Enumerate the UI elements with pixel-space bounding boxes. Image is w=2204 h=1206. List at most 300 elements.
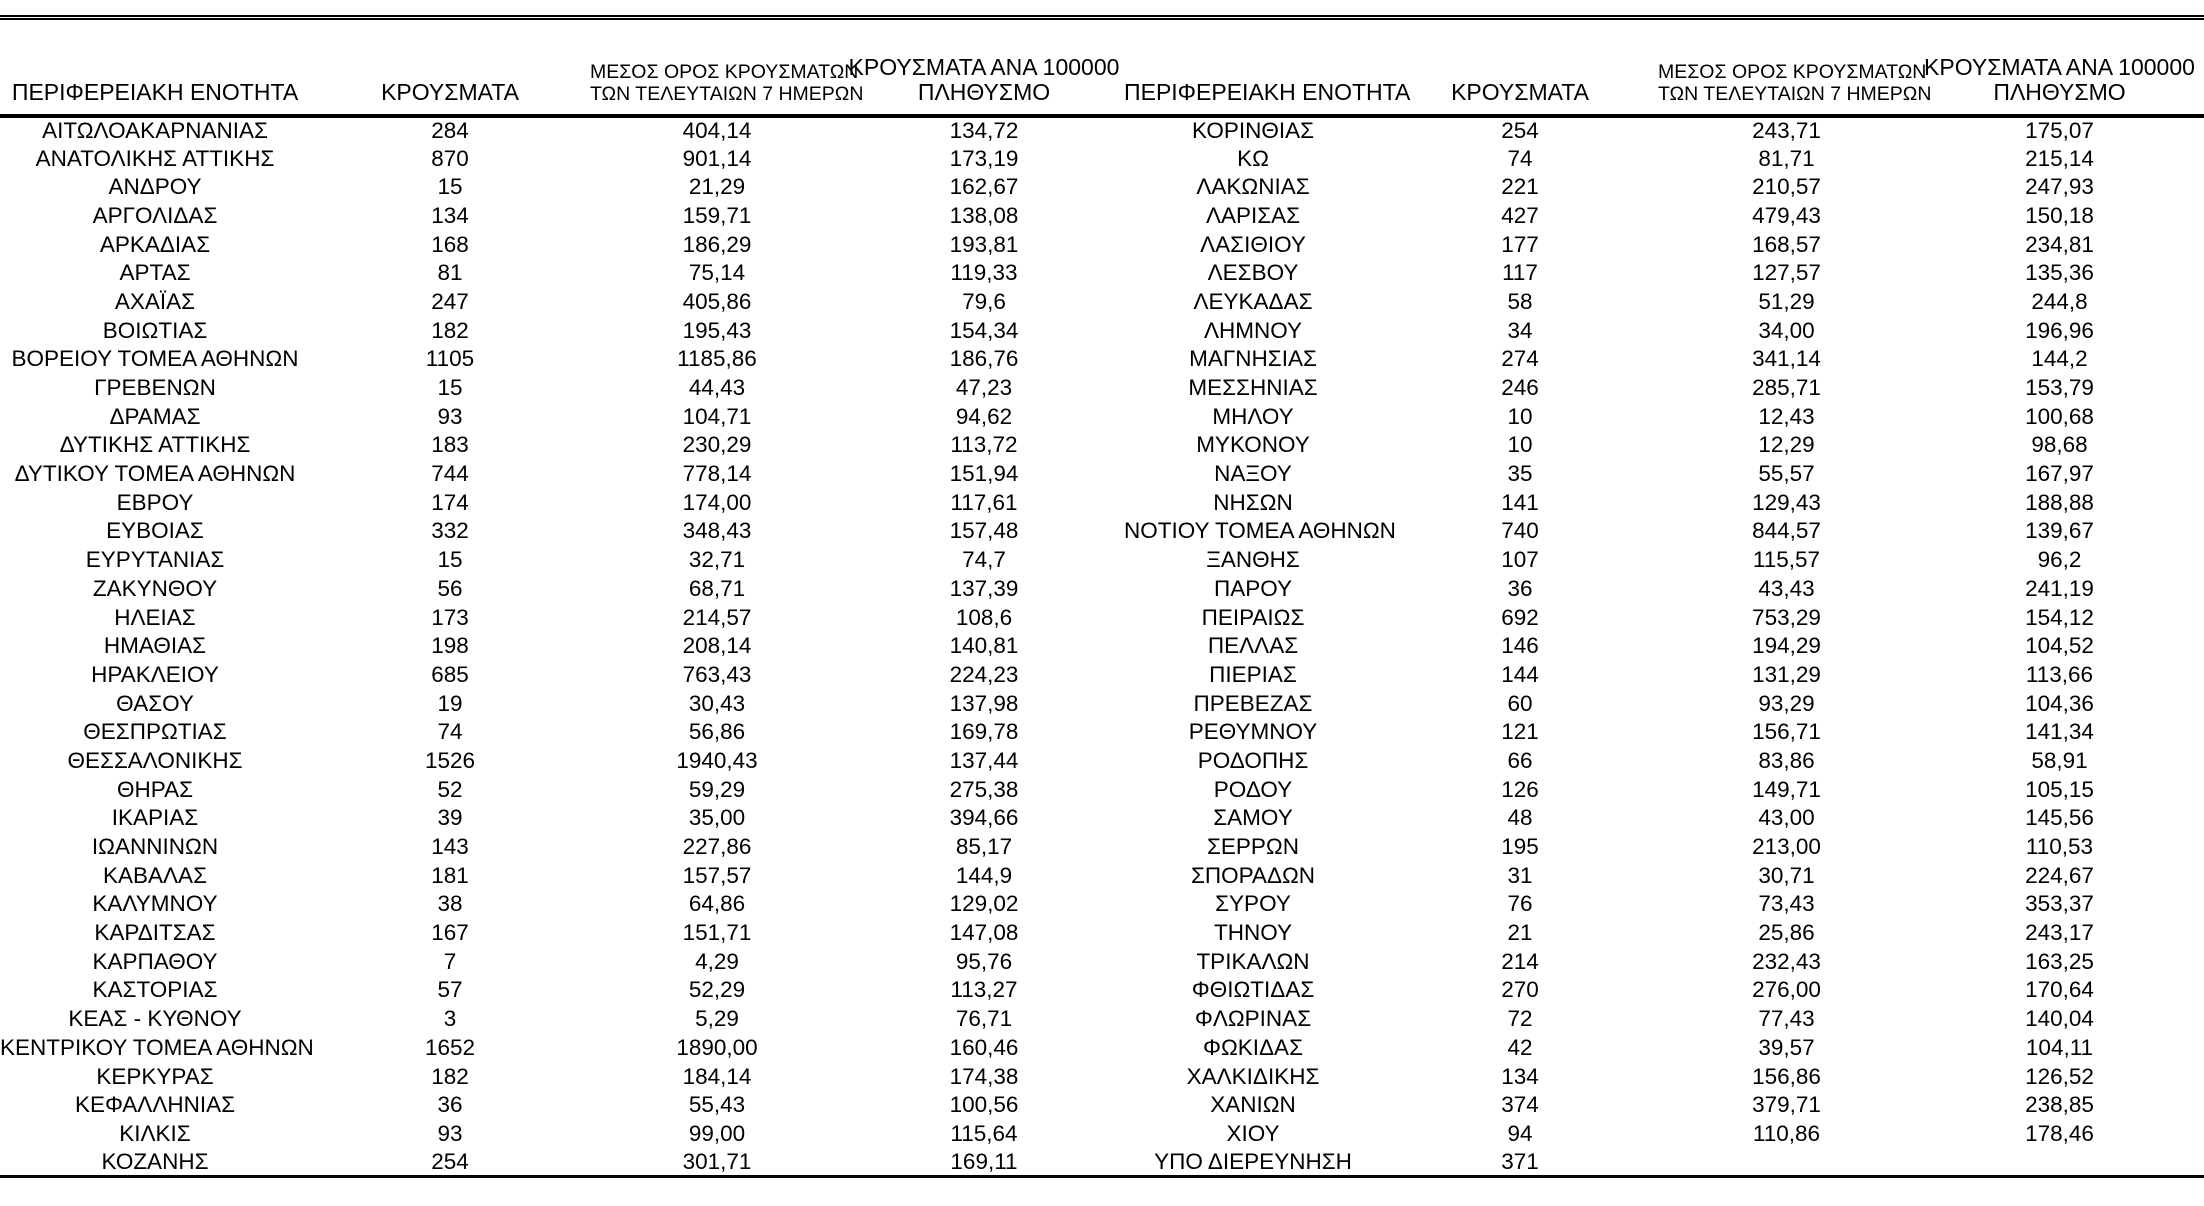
right-cases-cell: 10: [1507, 432, 1533, 458]
left-avg-7day-cell: 21,29: [688, 174, 746, 200]
right-region-name-cell: ΝΟΤΙΟΥ ΤΟΜΕΑ ΑΘΗΝΩΝ: [1124, 518, 1396, 544]
right-avg-7day-cell: 81,71: [1758, 145, 1815, 171]
left-avg-7day-cell: 52,29: [688, 977, 746, 1003]
right-per-100k-cell: 241,19: [2025, 575, 2094, 601]
right-region-name-cell: ΣΑΜΟΥ: [1213, 805, 1293, 831]
left-avg-7day-cell: 104,71: [682, 403, 752, 429]
table-row: [0, 259, 2204, 288]
left-per-100k-cell: 113,27: [950, 977, 1018, 1003]
left-cases-cell: 15: [437, 174, 463, 200]
col-header-per100k-right: [1915, 18, 2204, 116]
right-region-name-cell: ΣΕΡΡΩΝ: [1207, 834, 1299, 860]
left-cases-cell: 56: [437, 575, 463, 601]
right-cases-cell: 42: [1507, 1034, 1533, 1060]
table-row: [0, 603, 2204, 632]
table-row: [0, 230, 2204, 259]
right-avg-7day-cell: 156,86: [1752, 1063, 1821, 1089]
right-region-name-cell: ΤΗΝΟΥ: [1213, 920, 1293, 946]
left-avg-7day-cell: 208,14: [682, 633, 752, 659]
left-avg-7day-cell: 59,29: [688, 776, 746, 802]
left-region-name-cell: ΔΥΤΙΚΗΣ ΑΤΤΙΚΗΣ: [59, 432, 251, 458]
table-row: [0, 804, 2204, 833]
left-region-name-cell: ΑΝΔΡΟΥ: [108, 174, 202, 200]
right-avg-7day-cell: 73,43: [1758, 891, 1815, 917]
right-per-100k-cell: 141,34: [2025, 719, 2094, 745]
left-per-100k-cell: 169,11: [950, 1148, 1018, 1174]
right-per-100k-cell: 139,67: [2025, 518, 2094, 544]
col-header-avg7-right-line2: ΤΩΝ ΤΕΛΕΥΤΑΙΩΝ 7 ΗΜΕΡΩΝ: [1658, 82, 1932, 105]
left-cases-cell: 685: [431, 661, 469, 687]
right-per-100k-cell: 247,93: [2025, 174, 2094, 200]
left-region-name-cell: ΙΩΑΝΝΙΝΩΝ: [91, 834, 219, 860]
left-region-name-cell: ΗΛΕΙΑΣ: [114, 604, 196, 630]
right-cases-cell: 374: [1501, 1092, 1539, 1118]
right-region-name-cell: ΦΩΚΙΔΑΣ: [1203, 1034, 1303, 1060]
right-region-name-cell: ΝΑΞΟΥ: [1214, 461, 1292, 487]
left-avg-7day-cell: 348,43: [682, 518, 752, 544]
right-region-name-cell: ΜΕΣΣΗΝΙΑΣ: [1188, 375, 1318, 401]
right-region-name-cell: ΠΑΡΟΥ: [1213, 575, 1293, 601]
right-cases-cell: 221: [1501, 174, 1539, 200]
left-avg-7day-cell: 901,14: [682, 145, 752, 171]
left-cases-cell: 1526: [424, 747, 476, 773]
right-cases-cell: 10: [1507, 403, 1533, 429]
right-per-100k-cell: 243,17: [2025, 920, 2094, 946]
right-per-100k-cell: 100,68: [2025, 403, 2094, 429]
left-cases-cell: 57: [437, 977, 463, 1003]
right-per-100k-cell: 110,53: [2025, 834, 2094, 860]
left-region-name-cell: ΚΕΦΑΛΛΗΝΙΑΣ: [74, 1092, 236, 1118]
left-avg-7day-cell: 32,71: [688, 547, 746, 573]
right-cases-cell: 34: [1507, 317, 1533, 343]
left-region-name-cell: ΑΝΑΤΟΛΙΚΗΣ ΑΤΤΙΚΗΣ: [35, 145, 275, 171]
right-avg-7day-cell: 12,29: [1758, 432, 1815, 458]
left-per-100k-cell: 140,81: [949, 633, 1019, 659]
right-region-name-cell: ΣΠΟΡΑΔΩΝ: [1190, 862, 1316, 888]
table-row: [0, 1034, 2204, 1063]
col-header-cases-right: [1382, 18, 1658, 116]
table-row: [0, 976, 2204, 1005]
col-header-per100k-left: [844, 18, 1124, 116]
left-per-100k-cell: 173,19: [949, 145, 1019, 171]
left-region-name-cell: ΑΧΑΪΑΣ: [114, 288, 196, 314]
left-avg-7day-cell: 157,57: [682, 862, 752, 888]
left-cases-cell: 332: [431, 518, 469, 544]
left-cases-cell: 36: [437, 1092, 463, 1118]
right-region-name-cell: ΛΑΣΙΘΙΟΥ: [1200, 231, 1306, 257]
right-cases-cell: 270: [1501, 977, 1539, 1003]
right-cases-cell: 31: [1507, 862, 1533, 888]
left-cases-cell: 174: [431, 489, 469, 515]
right-avg-7day-cell: 129,43: [1752, 489, 1821, 515]
table-row: [0, 1091, 2204, 1120]
right-region-name-cell: ΞΑΝΘΗΣ: [1206, 547, 1300, 573]
left-avg-7day-cell: 56,86: [688, 719, 746, 745]
right-region-name-cell: ΜΗΛΟΥ: [1212, 403, 1294, 429]
table-row: [0, 116, 2204, 145]
right-region-name-cell: ΡΕΘΥΜΝΟΥ: [1188, 719, 1318, 745]
left-per-100k-cell: 85,17: [955, 834, 1013, 860]
left-avg-7day-cell: 1185,86: [677, 346, 757, 372]
left-cases-cell: 19: [437, 690, 463, 716]
right-per-100k-cell: 126,52: [2025, 1063, 2094, 1089]
right-avg-7day-cell: 243,71: [1752, 117, 1821, 143]
right-avg-7day-cell: 285,71: [1752, 375, 1821, 401]
left-per-100k-cell: 137,39: [949, 575, 1019, 601]
right-cases-cell: 48: [1507, 805, 1533, 831]
left-region-name-cell: ΘΗΡΑΣ: [116, 776, 193, 802]
left-region-name-cell: ΒΟΙΩΤΙΑΣ: [102, 317, 208, 343]
col-header-region-right-label: ΠΕΡΙΦΕΡΕΙΑΚΗ ΕΝΟΤΗΤΑ: [1124, 78, 1411, 105]
left-cases-cell: 81: [437, 260, 463, 286]
right-per-100k-cell: 167,97: [2025, 461, 2094, 487]
right-cases-cell: 740: [1501, 518, 1539, 544]
table-row: [0, 947, 2204, 976]
left-cases-cell: 134: [431, 202, 469, 228]
right-per-100k-cell: 163,25: [2025, 948, 2094, 974]
right-avg-7day-cell: 168,57: [1752, 231, 1821, 257]
right-region-name-cell: ΠΕΛΛΑΣ: [1207, 633, 1299, 659]
right-avg-7day-cell: 753,29: [1752, 604, 1821, 630]
right-avg-7day-cell: 115,57: [1752, 547, 1821, 573]
left-cases-cell: 173: [431, 604, 469, 630]
right-avg-7day-cell: 149,71: [1752, 776, 1821, 802]
right-avg-7day-cell: 83,86: [1758, 747, 1815, 773]
right-per-100k-cell: 58,91: [2031, 747, 2088, 773]
right-avg-7day-cell: 213,00: [1752, 834, 1821, 860]
left-per-100k-cell: 95,76: [955, 948, 1013, 974]
left-avg-7day-cell: 405,86: [682, 288, 752, 314]
left-region-name-cell: ΚΑΡΔΙΤΣΑΣ: [94, 920, 216, 946]
right-per-100k-cell: 104,11: [2025, 1034, 2094, 1060]
left-avg-7day-cell: 5,29: [695, 1006, 739, 1032]
col-header-per100k-left-line2: ΠΛΗΘΥΣΜΟ: [917, 78, 1051, 105]
table-row: [0, 517, 2204, 546]
left-cases-cell: 15: [437, 547, 463, 573]
left-avg-7day-cell: 230,29: [682, 432, 752, 458]
left-per-100k-cell: 154,34: [949, 317, 1019, 343]
right-per-100k-cell: [1915, 1148, 2204, 1177]
left-region-name-cell: ΗΜΑΘΙΑΣ: [103, 633, 207, 659]
right-cases-cell: 146: [1501, 633, 1539, 659]
right-region-name-cell: ΛΗΜΝΟΥ: [1203, 317, 1303, 343]
table-row: [0, 546, 2204, 575]
left-region-name-cell: ΚΕΝΤΡΙΚΟΥ ΤΟΜΕΑ ΑΘΗΝΩΝ: [0, 1034, 314, 1060]
right-per-100k-cell: 140,04: [2025, 1006, 2094, 1032]
right-avg-7day-cell: 131,29: [1752, 661, 1821, 687]
left-per-100k-cell: 144,9: [955, 862, 1013, 888]
left-region-name-cell: ΔΡΑΜΑΣ: [109, 403, 201, 429]
right-avg-7day-cell: 276,00: [1752, 977, 1821, 1003]
right-avg-7day-cell: 55,57: [1758, 461, 1815, 487]
left-cases-cell: 744: [431, 461, 469, 487]
right-avg-7day-cell: 379,71: [1752, 1092, 1821, 1118]
left-region-name-cell: ΓΡΕΒΕΝΩΝ: [94, 375, 216, 401]
table-row: [0, 632, 2204, 661]
col-header-region-right: [1124, 18, 1411, 116]
right-cases-cell: 692: [1501, 604, 1539, 630]
table-row: [0, 747, 2204, 776]
left-per-100k-cell: 47,23: [955, 375, 1013, 401]
right-region-name-cell: ΛΕΥΚΑΔΑΣ: [1193, 288, 1313, 314]
left-region-name-cell: ΖΑΚΥΝΘΟΥ: [92, 575, 218, 601]
right-per-100k-cell: 238,85: [2025, 1092, 2094, 1118]
col-header-per100k-left-line1: ΚΡΟΥΣΜΑΤΑ ΑΝΑ 100000: [848, 53, 1120, 80]
left-per-100k-cell: 174,38: [949, 1063, 1019, 1089]
right-avg-7day-cell: [1658, 1148, 1915, 1177]
left-per-100k-cell: 157,48: [949, 518, 1019, 544]
left-avg-7day-cell: 35,00: [688, 805, 746, 831]
right-per-100k-cell: 153,79: [2025, 375, 2094, 401]
table-row: [0, 488, 2204, 517]
right-avg-7day-cell: 43,00: [1758, 805, 1815, 831]
right-per-100k-cell: 178,46: [2025, 1120, 2094, 1146]
right-region-name-cell: ΦΘΙΩΤΙΔΑΣ: [1191, 977, 1315, 1003]
left-cases-cell: 15: [437, 375, 463, 401]
table-row: [0, 374, 2204, 403]
right-per-100k-cell: 188,88: [2025, 489, 2094, 515]
right-region-name-cell: ΛΑΚΩΝΙΑΣ: [1196, 174, 1310, 200]
left-region-name-cell: ΚΕΡΚΥΡΑΣ: [96, 1063, 214, 1089]
table-row: [0, 202, 2204, 231]
left-cases-cell: 93: [437, 1120, 463, 1146]
right-cases-cell: 60: [1507, 690, 1533, 716]
right-region-name-cell: ΝΗΣΩΝ: [1213, 489, 1293, 515]
left-avg-7day-cell: 75,14: [688, 260, 746, 286]
right-region-name-cell: ΧΑΝΙΩΝ: [1210, 1092, 1296, 1118]
left-region-name-cell: ΚΑΒΑΛΑΣ: [103, 862, 207, 888]
col-header-per100k-right-line2: ΠΛΗΘΥΣΜΟ: [1993, 78, 2126, 105]
left-avg-7day-cell: 184,14: [682, 1063, 752, 1089]
right-region-name-cell: ΣΥΡΟΥ: [1215, 891, 1291, 917]
right-avg-7day-cell: 51,29: [1758, 288, 1815, 314]
left-cases-cell: 93: [437, 403, 463, 429]
right-cases-cell: 72: [1507, 1006, 1533, 1032]
table-row: [0, 890, 2204, 919]
left-per-100k-cell: 186,76: [949, 346, 1019, 372]
right-cases-cell: 21: [1507, 920, 1533, 946]
left-cases-cell: 198: [431, 633, 469, 659]
col-header-region-left-label: ΠΕΡΙΦΕΡΕΙΑΚΗ ΕΝΟΤΗΤΑ: [11, 78, 299, 105]
right-cases-cell: 74: [1507, 145, 1533, 171]
table-row: [0, 661, 2204, 690]
right-per-100k-cell: 224,67: [2025, 862, 2094, 888]
left-region-name-cell: ΚΑΛΥΜΝΟΥ: [92, 891, 218, 917]
left-cases-cell: 183: [431, 432, 469, 458]
left-avg-7day-cell: 30,43: [688, 690, 746, 716]
col-header-avg7-left-line2: ΤΩΝ ΤΕΛΕΥΤΑΙΩΝ 7 ΗΜΕΡΩΝ: [590, 82, 864, 105]
right-cases-cell: 117: [1502, 260, 1538, 286]
left-per-100k-cell: 108,6: [955, 604, 1013, 630]
left-avg-7day-cell: 778,14: [682, 461, 752, 487]
right-per-100k-cell: 105,15: [2025, 776, 2094, 802]
left-region-name-cell: ΑΡΓΟΛΙΔΑΣ: [92, 202, 218, 228]
left-avg-7day-cell: 404,14: [682, 117, 752, 143]
right-region-name-cell: ΤΡΙΚΑΛΩΝ: [1196, 948, 1310, 974]
right-avg-7day-cell: 110,86: [1752, 1120, 1821, 1146]
right-region-name-cell: ΚΩ: [1237, 145, 1269, 171]
right-per-100k-cell: 175,07: [2025, 117, 2094, 143]
left-region-name-cell: ΑΡΤΑΣ: [119, 260, 191, 286]
right-cases-cell: 274: [1501, 346, 1539, 372]
right-cases-cell: 36: [1507, 575, 1533, 601]
left-cases-cell: 168: [431, 231, 469, 257]
left-cases-cell: 254: [431, 1148, 469, 1174]
table-row: [0, 718, 2204, 747]
table-row: [0, 460, 2204, 489]
table-row: [0, 1148, 2204, 1177]
left-avg-7day-cell: 301,71: [682, 1148, 752, 1174]
left-region-name-cell: ΚΙΛΚΙΣ: [119, 1120, 191, 1146]
right-avg-7day-cell: 43,43: [1758, 575, 1815, 601]
table-row: [0, 861, 2204, 890]
left-cases-cell: 870: [431, 145, 469, 171]
left-region-name-cell: ΚΕΑΣ - ΚΥΘΝΟΥ: [68, 1006, 242, 1032]
right-cases-cell: 107: [1501, 547, 1539, 573]
left-region-name-cell: ΕΥΡΥΤΑΝΙΑΣ: [85, 547, 225, 573]
table-row: [0, 775, 2204, 804]
right-per-100k-cell: 104,36: [2025, 690, 2094, 716]
right-cases-cell: 254: [1501, 117, 1539, 143]
right-avg-7day-cell: 210,57: [1752, 174, 1821, 200]
right-avg-7day-cell: 12,43: [1758, 403, 1815, 429]
right-cases-cell: 144: [1501, 661, 1539, 687]
left-per-100k-cell: 137,44: [949, 747, 1019, 773]
col-header-avg7-right-line1: ΜΕΣΟΣ ΟΡΟΣ ΚΡΟΥΣΜΑΤΩΝ: [1658, 60, 1927, 83]
right-avg-7day-cell: 156,71: [1752, 719, 1821, 745]
col-header-cases-right-label: ΚΡΟΥΣΜΑΤΑ: [1451, 78, 1589, 105]
left-per-100k-cell: 224,23: [949, 661, 1019, 687]
col-header-per100k-right-line1: ΚΡΟΥΣΜΑΤΑ ΑΝΑ 100000: [1924, 53, 2195, 80]
left-avg-7day-cell: 174,00: [682, 489, 752, 515]
right-avg-7day-cell: 341,14: [1752, 346, 1821, 372]
left-per-100k-cell: 193,81: [949, 231, 1019, 257]
right-region-name-cell: ΠΙΕΡΙΑΣ: [1209, 661, 1297, 687]
right-region-name-cell: ΧΙΟΥ: [1226, 1120, 1280, 1146]
right-avg-7day-cell: 194,29: [1752, 633, 1821, 659]
right-avg-7day-cell: 25,86: [1758, 920, 1815, 946]
table-row: [0, 431, 2204, 460]
right-region-name-cell: ΚΟΡΙΝΘΙΑΣ: [1192, 117, 1314, 143]
right-region-name-cell: ΜΑΓΝΗΣΙΑΣ: [1189, 346, 1317, 372]
left-per-100k-cell: 151,94: [949, 461, 1019, 487]
left-region-name-cell: ΔΥΤΙΚΟΥ ΤΟΜΕΑ ΑΘΗΝΩΝ: [14, 461, 296, 487]
right-per-100k-cell: 113,66: [2025, 661, 2094, 687]
left-avg-7day-cell: 159,71: [682, 202, 752, 228]
table-row: [0, 316, 2204, 345]
table-row: [0, 1120, 2204, 1149]
left-avg-7day-cell: 1940,43: [676, 747, 758, 773]
left-region-name-cell: ΕΒΡΟΥ: [116, 489, 194, 515]
left-region-name-cell: ΕΥΒΟΙΑΣ: [106, 518, 204, 544]
left-region-name-cell: ΙΚΑΡΙΑΣ: [111, 805, 199, 831]
left-region-name-cell: ΑΙΤΩΛΟΑΚΑΡΝΑΝΙΑΣ: [42, 117, 268, 143]
right-cases-cell: 121: [1501, 719, 1539, 745]
left-region-name-cell: ΑΡΚΑΔΙΑΣ: [99, 231, 211, 257]
left-per-100k-cell: 113,72: [950, 432, 1018, 458]
right-per-100k-cell: 104,52: [2025, 633, 2094, 659]
left-cases-cell: 1105: [425, 346, 475, 372]
table-row: [0, 689, 2204, 718]
right-cases-cell: 35: [1507, 461, 1533, 487]
table-row: [0, 575, 2204, 604]
left-cases-cell: 1652: [424, 1034, 476, 1060]
left-avg-7day-cell: 55,43: [688, 1092, 746, 1118]
table-row: [0, 144, 2204, 173]
left-per-100k-cell: 79,6: [962, 288, 1006, 314]
table-row: [0, 1062, 2204, 1091]
right-per-100k-cell: 244,8: [2031, 288, 2088, 314]
right-avg-7day-cell: 93,29: [1758, 690, 1815, 716]
left-cases-cell: 284: [431, 117, 469, 143]
right-per-100k-cell: 196,96: [2025, 317, 2094, 343]
table-row: [0, 345, 2204, 374]
right-per-100k-cell: 150,18: [2025, 202, 2094, 228]
left-cases-cell: 167: [431, 920, 469, 946]
left-avg-7day-cell: 195,43: [682, 317, 752, 343]
left-avg-7day-cell: 214,57: [682, 604, 752, 630]
right-cases-cell: 141: [1501, 489, 1539, 515]
left-region-name-cell: ΘΕΣΠΡΩΤΙΑΣ: [83, 719, 227, 745]
left-region-name-cell: ΚΑΡΠΑΘΟΥ: [92, 948, 218, 974]
right-cases-cell: 66: [1507, 747, 1533, 773]
right-avg-7day-cell: 39,57: [1758, 1034, 1815, 1060]
right-cases-cell: 126: [1501, 776, 1539, 802]
table-row: [0, 1005, 2204, 1034]
left-per-100k-cell: 147,08: [949, 920, 1019, 946]
left-avg-7day-cell: 227,86: [682, 834, 752, 860]
right-cases-cell: 58: [1507, 288, 1533, 314]
left-avg-7day-cell: 763,43: [682, 661, 752, 687]
left-per-100k-cell: 134,72: [949, 117, 1019, 143]
right-cases-cell: 371: [1501, 1148, 1539, 1174]
right-region-name-cell: ΧΑΛΚΙΔΙΚΗΣ: [1186, 1063, 1320, 1089]
right-region-name-cell: ΡΟΔΟΠΗΣ: [1197, 747, 1309, 773]
left-avg-7day-cell: 1890,00: [676, 1034, 758, 1060]
right-avg-7day-cell: 30,71: [1758, 862, 1815, 888]
col-header-avg7-left: [590, 18, 864, 116]
left-avg-7day-cell: 186,29: [682, 231, 752, 257]
left-per-100k-cell: 169,78: [949, 719, 1019, 745]
right-avg-7day-cell: 844,57: [1752, 518, 1821, 544]
left-cases-cell: 52: [437, 776, 463, 802]
table-row: [0, 833, 2204, 862]
left-per-100k-cell: 162,67: [949, 174, 1019, 200]
right-region-name-cell: ΦΛΩΡΙΝΑΣ: [1194, 1006, 1312, 1032]
right-per-100k-cell: 145,56: [2025, 805, 2094, 831]
left-avg-7day-cell: 4,29: [695, 948, 739, 974]
col-header-avg7-left-line1: ΜΕΣΟΣ ΟΡΟΣ ΚΡΟΥΣΜΑΤΩΝ: [590, 60, 859, 83]
left-per-100k-cell: 137,98: [949, 690, 1019, 716]
right-per-100k-cell: 144,2: [2031, 346, 2088, 372]
left-region-name-cell: ΚΟΖΑΝΗΣ: [101, 1148, 209, 1174]
right-per-100k-cell: 96,2: [2037, 547, 2082, 573]
right-region-name-cell: ΠΡΕΒΕΖΑΣ: [1193, 690, 1313, 716]
right-cases-cell: 246: [1501, 375, 1539, 401]
right-cases-cell: 134: [1501, 1063, 1539, 1089]
right-per-100k-cell: 215,14: [2025, 145, 2094, 171]
table-row: [0, 402, 2204, 431]
left-per-100k-cell: 129,02: [949, 891, 1019, 917]
right-region-name-cell: ΜΥΚΟΝΟΥ: [1196, 432, 1310, 458]
right-region-name-cell: ΠΕΙΡΑΙΩΣ: [1201, 604, 1305, 630]
regional-cases-table: [0, 15, 2204, 1178]
left-region-name-cell: ΒΟΡΕΙΟΥ ΤΟΜΕΑ ΑΘΗΝΩΝ: [11, 346, 299, 372]
right-cases-cell: 94: [1507, 1120, 1533, 1146]
left-per-100k-cell: 76,71: [955, 1006, 1013, 1032]
col-header-cases-left-label: ΚΡΟΥΣΜΑΤΑ: [381, 78, 519, 105]
left-per-100k-cell: 160,46: [949, 1034, 1019, 1060]
